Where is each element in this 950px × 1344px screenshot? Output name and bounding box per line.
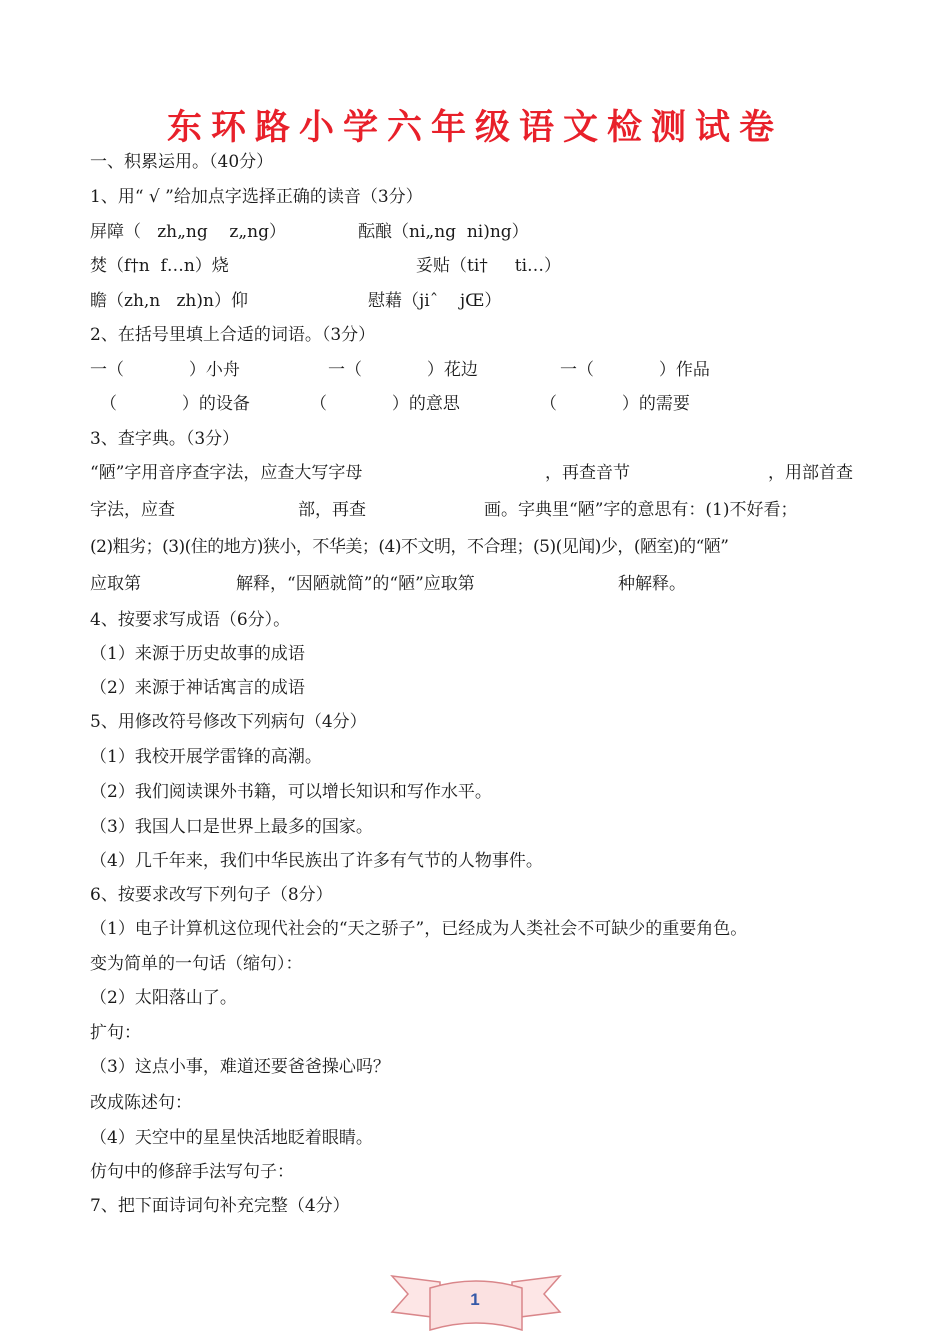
q6-item-4: （4）天空中的星星快活地眨着眼睛。 bbox=[90, 1128, 373, 1148]
page-number: 1 bbox=[470, 1290, 480, 1309]
exam-title: 东环路小学六年级语文检测试卷 bbox=[166, 108, 783, 148]
q1-item-pingzhang: 屏障（ zh„ng z„ng） bbox=[90, 222, 286, 242]
q4-item-2: （2）来源于神话寓言的成语 bbox=[90, 678, 305, 698]
q2-blank-xiaozhou: 一（ ）小舟 bbox=[90, 360, 240, 380]
q2-blank-shebei: （ ）的设备 bbox=[100, 394, 250, 414]
q1-item-weijie: 慰藉（jiˆ jŒ） bbox=[368, 291, 502, 311]
question-1-heading: 1、用“ √ ”给加点字选择正确的读音（3分） bbox=[90, 187, 423, 207]
q3-line-2a: 字法，应查 bbox=[90, 500, 175, 520]
q6-prompt-4: 仿句中的修辞手法写句子： bbox=[90, 1162, 294, 1182]
q2-blank-yisi: （ ）的意思 bbox=[310, 394, 460, 414]
q3-line-1a: “陋”字用音序查字法，应查大写字母 bbox=[90, 463, 363, 483]
q3-line-2b: 部，再查 bbox=[298, 500, 366, 520]
question-3-heading: 3、查字典。（3分） bbox=[90, 429, 240, 449]
q1-item-fenshao: 焚（f†n f…n）烧 bbox=[90, 256, 229, 276]
q3-line-1b: ，再查音节 bbox=[545, 463, 630, 483]
q2-blank-xuyao: （ ）的需要 bbox=[540, 394, 690, 414]
q6-prompt-1: 变为简单的一句话（缩句）： bbox=[90, 954, 303, 974]
q3-line-2c: 画。字典里“陋”字的意思有：(1)不好看； bbox=[484, 500, 798, 520]
q2-blank-huabian: 一（ ）花边 bbox=[328, 360, 478, 380]
question-5-heading: 5、用修改符号修改下列病句（4分） bbox=[90, 712, 367, 732]
q3-line-4b: 解释，“因陋就简”的“陋”应取第 bbox=[236, 574, 475, 594]
q4-item-1: （1）来源于历史故事的成语 bbox=[90, 644, 305, 664]
q1-item-tuotie: 妥贴（ti† ti…） bbox=[416, 256, 562, 276]
q6-item-1: （1）电子计算机这位现代社会的“天之骄子”，已经成为人类社会不可缺少的重要角色。 bbox=[90, 919, 748, 939]
question-7-heading: 7、把下面诗词句补充完整（4分） bbox=[90, 1196, 350, 1216]
q3-line-1c: ，用部首查 bbox=[768, 463, 853, 483]
question-6-heading: 6、按要求改写下列句子（8分） bbox=[90, 885, 333, 905]
q3-line-3: (2)粗劣；(3)(住的地方)狭小，不华美；(4)不文明，不合理；(5)(见闻)少，(陋室)的“陋” bbox=[90, 537, 729, 557]
q5-item-3: （3）我国人口是世界上最多的国家。 bbox=[90, 817, 373, 837]
q3-line-4c: 种解释。 bbox=[618, 574, 686, 594]
q6-prompt-3: 改成陈述句： bbox=[90, 1093, 192, 1113]
question-2-heading: 2、在括号里填上合适的词语。（3分） bbox=[90, 325, 376, 345]
q6-item-3: （3）这点小事，难道还要爸爸操心吗？ bbox=[90, 1057, 390, 1077]
section-heading: 一、积累运用。（40分） bbox=[90, 152, 274, 172]
question-4-heading: 4、按要求写成语（6分）。 bbox=[90, 610, 291, 630]
q1-item-yunniang: 酝酿（ni„ng ni)ng） bbox=[358, 222, 529, 242]
q5-item-2: （2）我们阅读课外书籍，可以增长知识和写作水平。 bbox=[90, 782, 492, 802]
q6-item-2: （2）太阳落山了。 bbox=[90, 988, 237, 1008]
q3-line-4a: 应取第 bbox=[90, 574, 141, 594]
q2-blank-zuopin: 一（ ）作品 bbox=[560, 360, 710, 380]
q5-item-4: （4）几千年来，我们中华民族出了许多有气节的人物事件。 bbox=[90, 851, 543, 871]
q6-prompt-2: 扩句： bbox=[90, 1023, 141, 1043]
q1-item-zhanyang: 瞻（zh,n zh)n）仰 bbox=[90, 291, 248, 311]
q5-item-1: （1）我校开展学雷锋的高潮。 bbox=[90, 747, 322, 767]
